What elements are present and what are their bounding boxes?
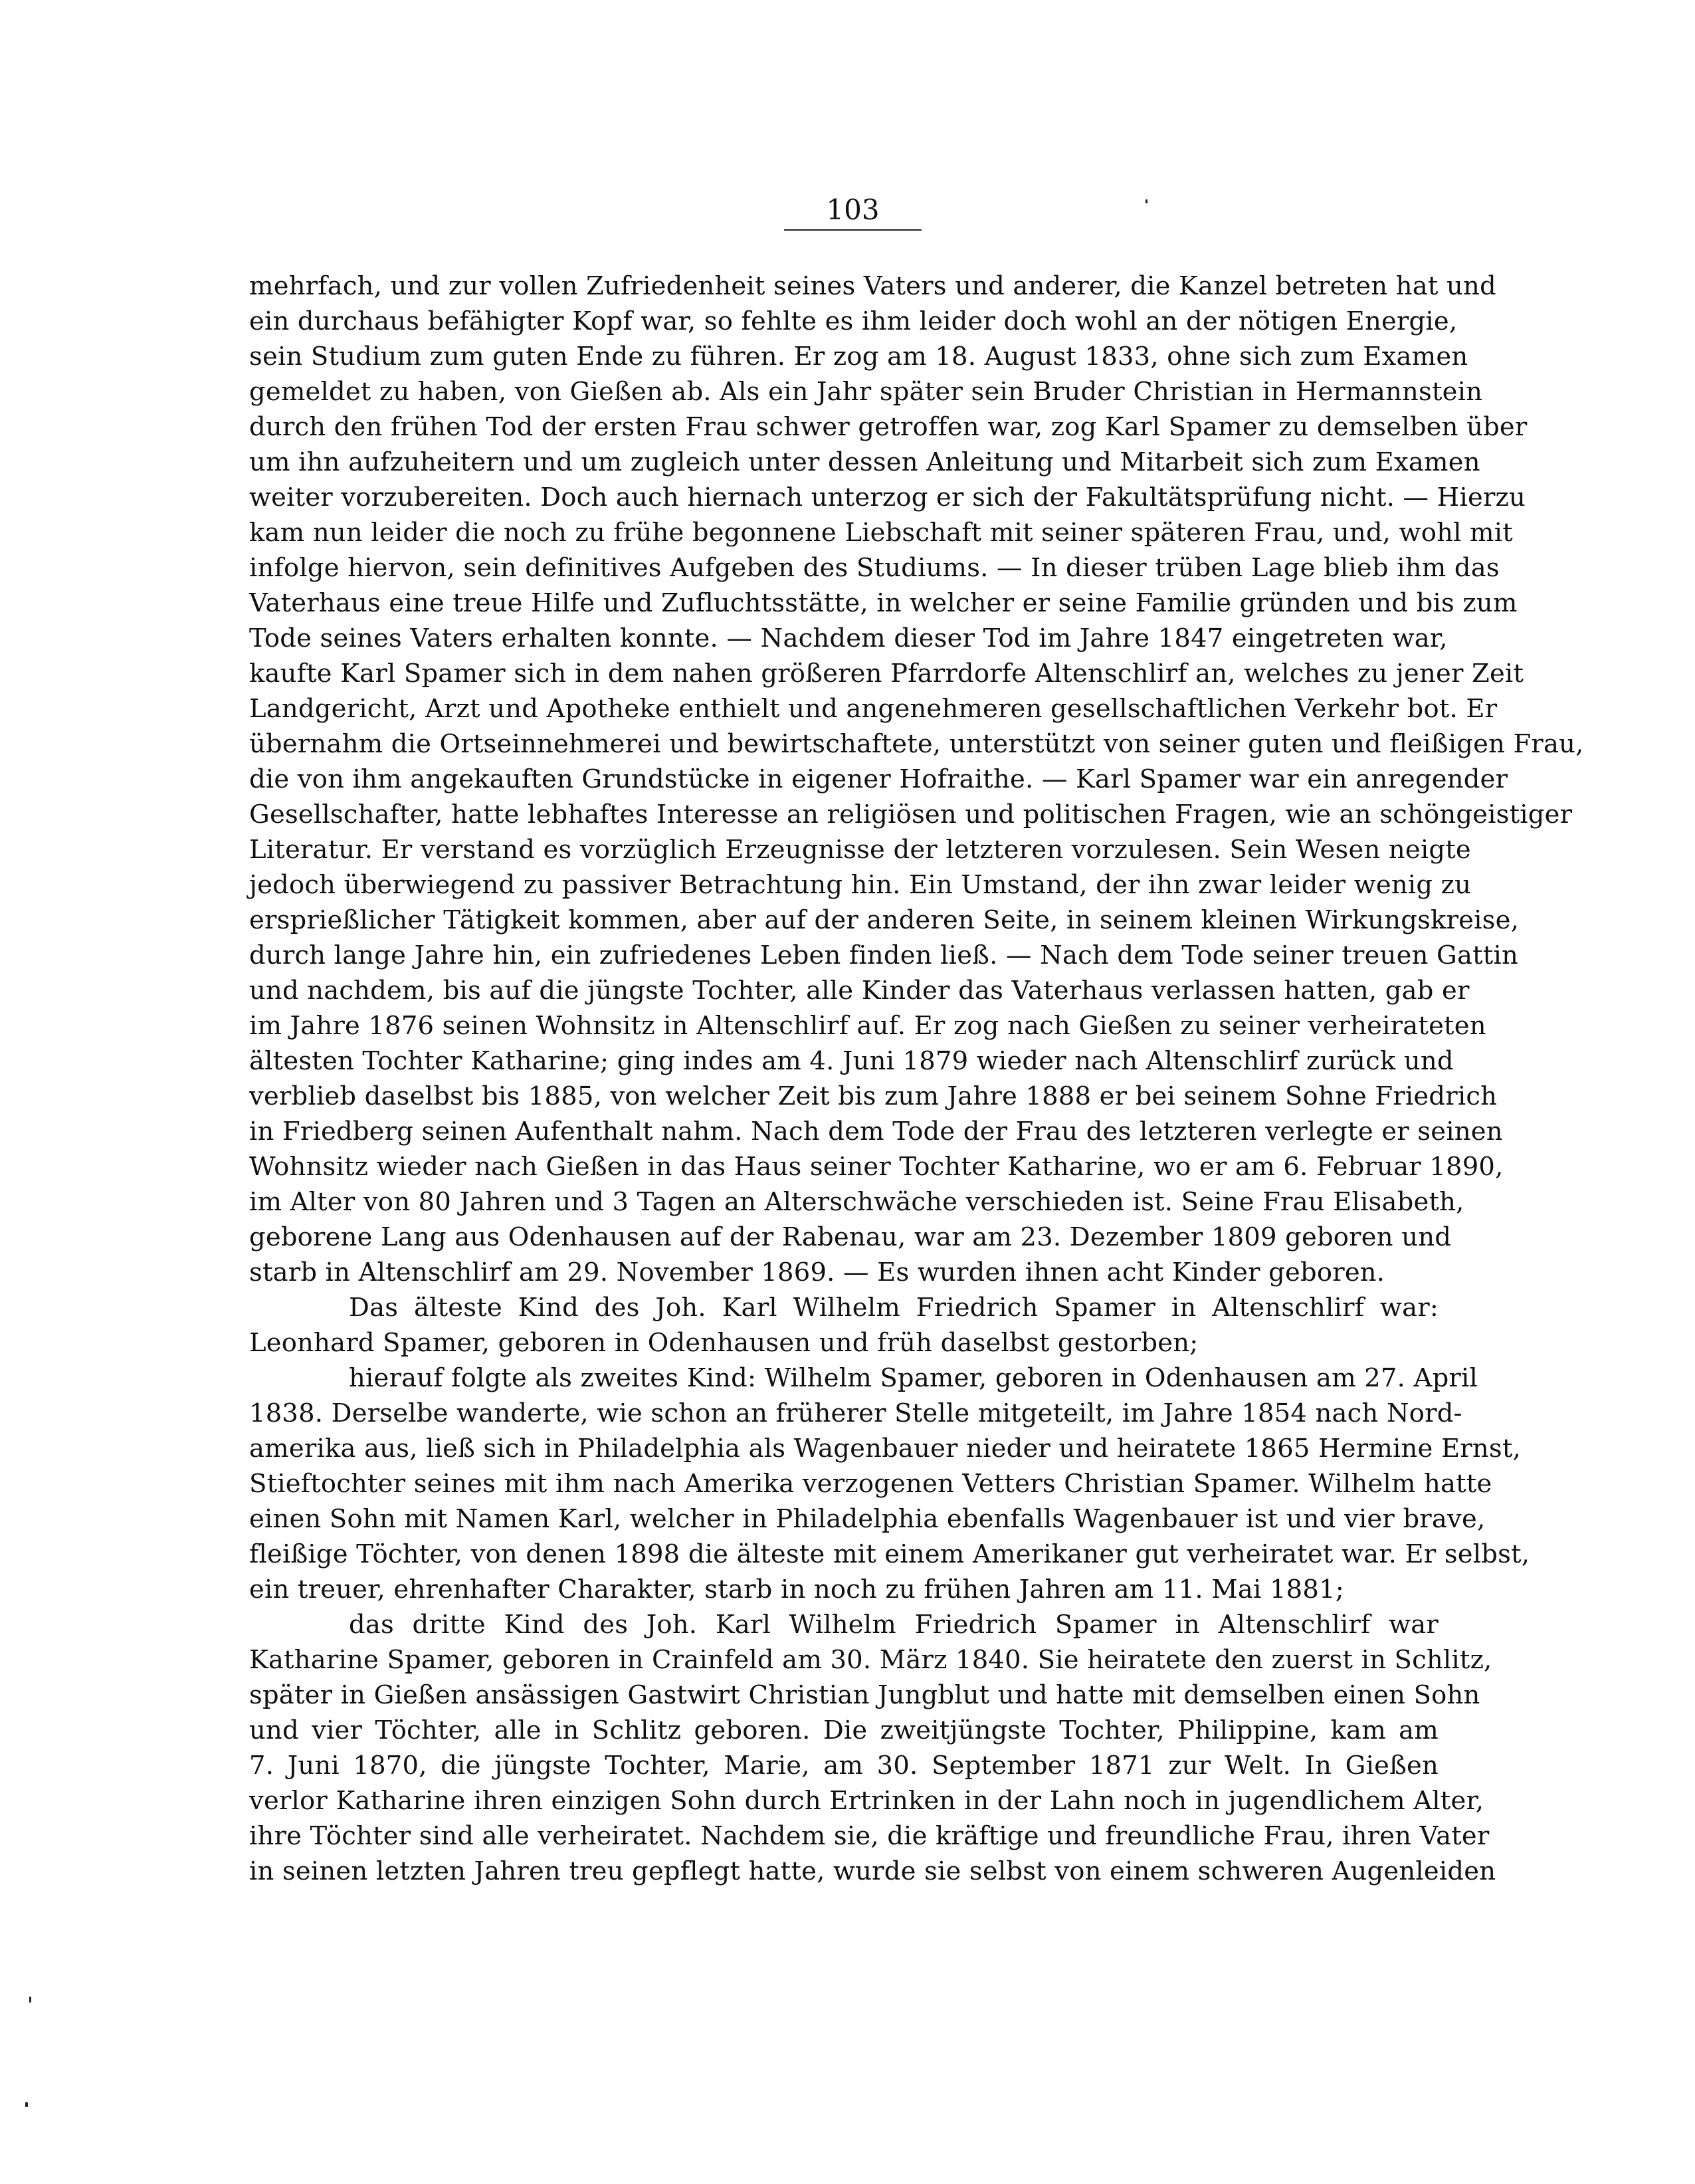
text-line: und vier Töchter, alle in Schlitz geboren. Die zweitjüngste Tochter, Philippine, kam am [249,1715,1439,1745]
text-line: geborene Lang aus Odenhausen auf der Rabenau, war am 23. Dezember 1809 geboren und [249,1222,1452,1252]
text-line: das dritte Kind des Joh. Karl Wilhelm Friedrich Spamer in Altenschlirf war [349,1610,1439,1640]
text-line: und nachdem, bis auf die jüngste Tochter, alle Kinder das Vaterhaus verlassen hatten, gab er [249,976,1470,1006]
text-line: fleißige Töchter, von denen 1898 die älteste mit einem Amerikaner gut verheiratet war. Er selbst, [249,1539,1530,1569]
text-line: Leonhard Spamer, geboren in Odenhausen und früh daselbst gestorben; [249,1328,1199,1358]
text-line: durch lange Jahre hin, ein zufriedenes Leben finden ließ. — Nach dem Tode seiner treuen Gattin [249,940,1518,970]
text-line: in Friedberg seinen Aufenthalt nahm. Nach dem Tode der Frau des letzteren verlegte er seinen [249,1117,1503,1147]
text-line: 7. Juni 1870, die jüngste Tochter, Marie, am 30. September 1871 zur Welt. In Gießen [249,1751,1439,1781]
text-line: 1838. Derselbe wanderte, wie schon an früherer Stelle mitgeteilt, im Jahre 1854 nach Nord- [249,1398,1462,1428]
text-line: infolge hiervon, sein definitives Aufgeben des Studiums. — In dieser trüben Lage blieb ihm das [249,553,1500,583]
text-line: die von ihm angekauften Grundstücke in eigener Hofraithe. — Karl Spamer war ein anregender [249,764,1508,794]
text-line: Vaterhaus eine treue Hilfe und Zufluchtsstätte, in welcher er seine Familie gründen und bis zum [249,588,1518,618]
text-line: Stieftochter seines mit ihm nach Amerika verzogenen Vetters Christian Spamer. Wilhelm hatte [249,1469,1492,1499]
scan-speck [1146,199,1147,203]
text-line: Literatur. Er verstand es vorzüglich Erzeugnisse der letzteren vorzulesen. Sein Wesen neigte [249,835,1471,865]
text-line: im Jahre 1876 seinen Wohnsitz in Altenschlirf auf. Er zog nach Gießen zu seiner verheirateten [249,1011,1486,1041]
text-line: ihre Töchter sind alle verheiratet. Nachdem sie, die kräftige und freundliche Frau, ihren Vater [249,1821,1490,1851]
scan-speck [29,1997,31,2003]
text-line: Das älteste Kind des Joh. Karl Wilhelm Friedrich Spamer in Altenschlirf war: [349,1293,1439,1323]
scan-speck [25,2102,28,2107]
text-line: ein durchaus befähigter Kopf war, so fehlte es ihm leider doch wohl an der nötigen Energie, [249,306,1458,336]
text-line: amerika aus, ließ sich in Philadelphia als Wagenbauer nieder und heiratete 1865 Hermine Ernst, [249,1434,1521,1464]
text-line: Landgericht, Arzt und Apotheke enthielt und angenehmeren gesellschaftlichen Verkehr bot. Er [249,694,1498,724]
page-number: 103 [826,193,880,226]
body-text [249,269,1584,1889]
text-line: ältesten Tochter Katharine; ging indes am 4. Juni 1879 wieder nach Altenschlirf zurück und [249,1046,1454,1076]
text-line: mehrfach, und zur vollen Zufriedenheit seines Vaters und anderer, die Kanzel betreten hat und [249,271,1496,301]
text-line: verlor Katharine ihren einzigen Sohn durch Ertrinken in der Lahn noch in jugendlichem Alter, [249,1786,1484,1816]
text-line: übernahm die Ortseinnehmerei und bewirtschaftete, unterstützt von seiner guten und fleißigen Frau, [249,729,1584,759]
text-line: hierauf folgte als zweites Kind: Wilhelm Spamer, geboren in Odenhausen am 27. April [349,1363,1478,1393]
text-line: starb in Altenschlirf am 29. November 1869. — Es wurden ihnen acht Kinder geboren. [249,1257,1385,1287]
text-line: Gesellschafter, hatte lebhaftes Interesse an religiösen und politischen Fragen, wie an schöngeistiger [249,800,1573,829]
text-line: in seinen letzten Jahren treu gepflegt hatte, wurde sie selbst von einem schweren Augenleiden [249,1856,1496,1886]
text-line: später in Gießen ansässigen Gastwirt Christian Jungblut und hatte mit demselben einen Sohn [249,1680,1480,1710]
text-line: um ihn aufzuheitern und um zugleich unter dessen Anleitung und Mitarbeit sich zum Examen [249,447,1480,477]
text-line: weiter vorzubereiten. Doch auch hiernach unterzog er sich der Fakultätsprüfung nicht. — Hierzu [249,483,1526,512]
text-line: ersprießlicher Tätigkeit kommen, aber auf der anderen Seite, in seinem kleinen Wirkungskreise, [249,905,1520,935]
text-line: ein treuer, ehrenhafter Charakter, starb in noch zu frühen Jahren am 11. Mai 1881; [249,1575,1344,1604]
text-line: kaufte Karl Spamer sich in dem nahen größeren Pfarrdorfe Altenschlirf an, welches zu jener Zeit [249,659,1524,689]
text-line: durch den frühen Tod der ersten Frau schwer getroffen war, zog Karl Spamer zu demselben über [249,412,1528,442]
text-line: sein Studium zum guten Ende zu führen. Er zog am 18. August 1833, ohne sich zum Examen [249,342,1468,372]
text-line: Tode seines Vaters erhalten konnte. — Nachdem dieser Tod im Jahre 1847 eingetreten war, [249,623,1448,653]
header-rule [784,229,922,231]
text-line: jedoch überwiegend zu passiver Betrachtung hin. Ein Umstand, der ihn zwar leider wenig zu [249,870,1472,900]
text-line: verblieb daselbst bis 1885, von welcher Zeit bis zum Jahre 1888 er bei seinem Sohne Friedrich [249,1081,1498,1111]
text-line: Wohnsitz wieder nach Gießen in das Haus seiner Tochter Katharine, wo er am 6. Februar 1890, [249,1152,1504,1182]
text-line: gemeldet zu haben, von Gießen ab. Als ein Jahr später sein Bruder Christian in Hermannstein [249,377,1483,407]
text-line: kam nun leider die noch zu frühe begonnene Liebschaft mit seiner späteren Frau, und, wohl mit [249,518,1513,548]
text-line: einen Sohn mit Namen Karl, welcher in Philadelphia ebenfalls Wagenbauer ist und vier brave, [249,1504,1486,1534]
text-line: im Alter von 80 Jahren und 3 Tagen an Alterschwäche verschieden ist. Seine Frau Elisabeth, [249,1187,1464,1217]
text-line: Katharine Spamer, geboren in Crainfeld am 30. März 1840. Sie heiratete den zuerst in Schlitz, [249,1645,1492,1675]
